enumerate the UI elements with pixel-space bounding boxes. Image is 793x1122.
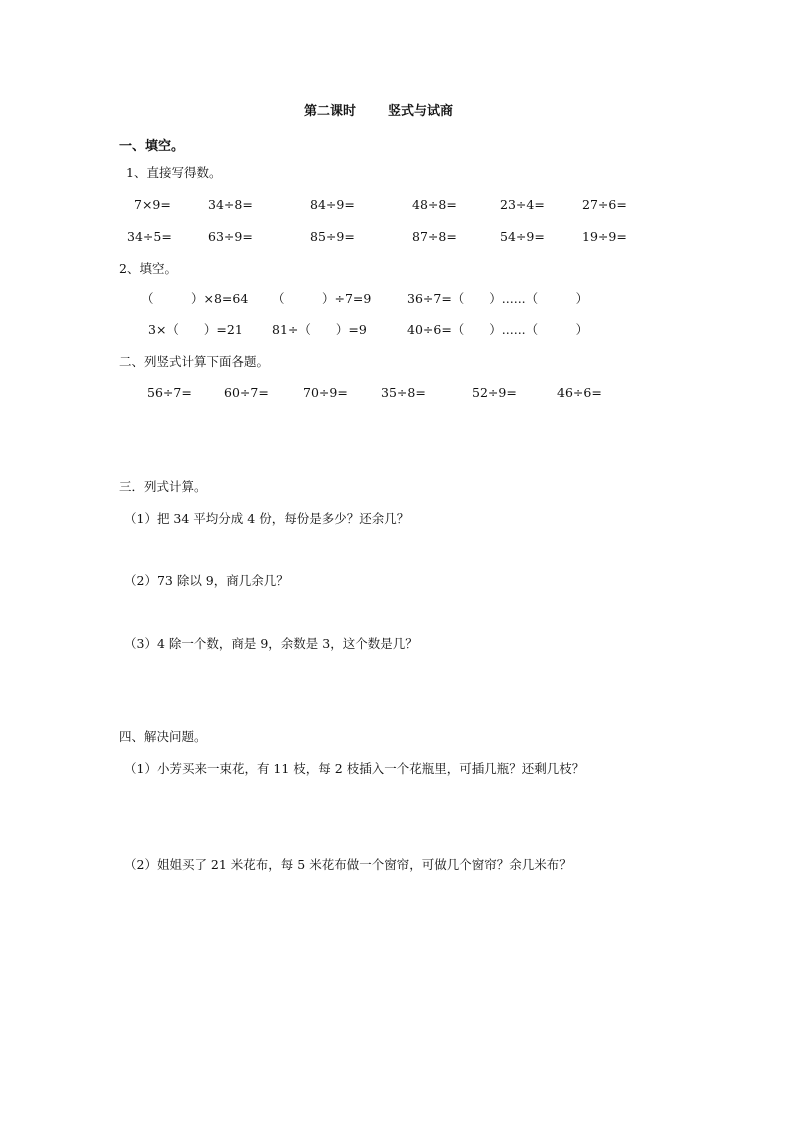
question: （1）小芳买来一束花，有 11 枝，每 2 枝插入一个花瓶里，可插几瓶？还剩几枝？ bbox=[124, 761, 585, 776]
fill-blank-item: （ ）÷7=9 bbox=[272, 291, 372, 306]
problem: 54÷9= bbox=[500, 229, 545, 244]
fill-blank-item: 40÷6=（ ）......（ ） bbox=[407, 322, 589, 337]
problem: 46÷6= bbox=[557, 385, 602, 400]
question: （3）4 除一个数，商是 9，余数是 3，这个数是几？ bbox=[124, 636, 418, 651]
question: （2）姐姐买了 21 米花布，每 5 米花布做一个窗帘，可做几个窗帘？余几米布？ bbox=[124, 857, 572, 872]
problem: 23÷4= bbox=[500, 197, 545, 212]
part2-heading: 2、填空。 bbox=[119, 261, 177, 276]
topic-title: 竖式与试商 bbox=[388, 104, 454, 119]
fill-blank-item: 81÷（ ）=9 bbox=[272, 322, 367, 337]
section2-heading: 二、列竖式计算下面各题。 bbox=[119, 354, 270, 369]
problem: 35÷8= bbox=[381, 385, 426, 400]
part1-heading: 1、直接写得数。 bbox=[126, 165, 222, 180]
section4-heading: 四、解决问题。 bbox=[119, 729, 207, 744]
problem: 85÷9= bbox=[310, 229, 355, 244]
question: （2）73 除以 9，商几余几？ bbox=[124, 573, 289, 588]
problem: 87÷8= bbox=[412, 229, 457, 244]
question: （1）把 34 平均分成 4 份，每份是多少？还余几？ bbox=[124, 511, 410, 526]
problem: 19÷9= bbox=[582, 229, 627, 244]
section3-heading: 三．列式计算。 bbox=[119, 479, 207, 494]
problem: 34÷5= bbox=[127, 229, 172, 244]
problem: 63÷9= bbox=[208, 229, 253, 244]
fill-blank-item: （ ）×8=64 bbox=[141, 291, 249, 306]
problem: 27÷6= bbox=[582, 197, 627, 212]
problem: 60÷7= bbox=[224, 385, 269, 400]
problem: 7×9= bbox=[134, 197, 171, 212]
section1-heading: 一、填空。 bbox=[119, 139, 185, 154]
fill-blank-item: 3×（ ）=21 bbox=[148, 322, 243, 337]
problem: 52÷9= bbox=[472, 385, 517, 400]
problem: 56÷7= bbox=[147, 385, 192, 400]
problem: 70÷9= bbox=[303, 385, 348, 400]
problem: 34÷8= bbox=[208, 197, 253, 212]
problem: 48÷8= bbox=[412, 197, 457, 212]
problem: 84÷9= bbox=[310, 197, 355, 212]
fill-blank-item: 36÷7=（ ）......（ ） bbox=[407, 291, 589, 306]
lesson-title: 第二课时 bbox=[304, 104, 357, 119]
